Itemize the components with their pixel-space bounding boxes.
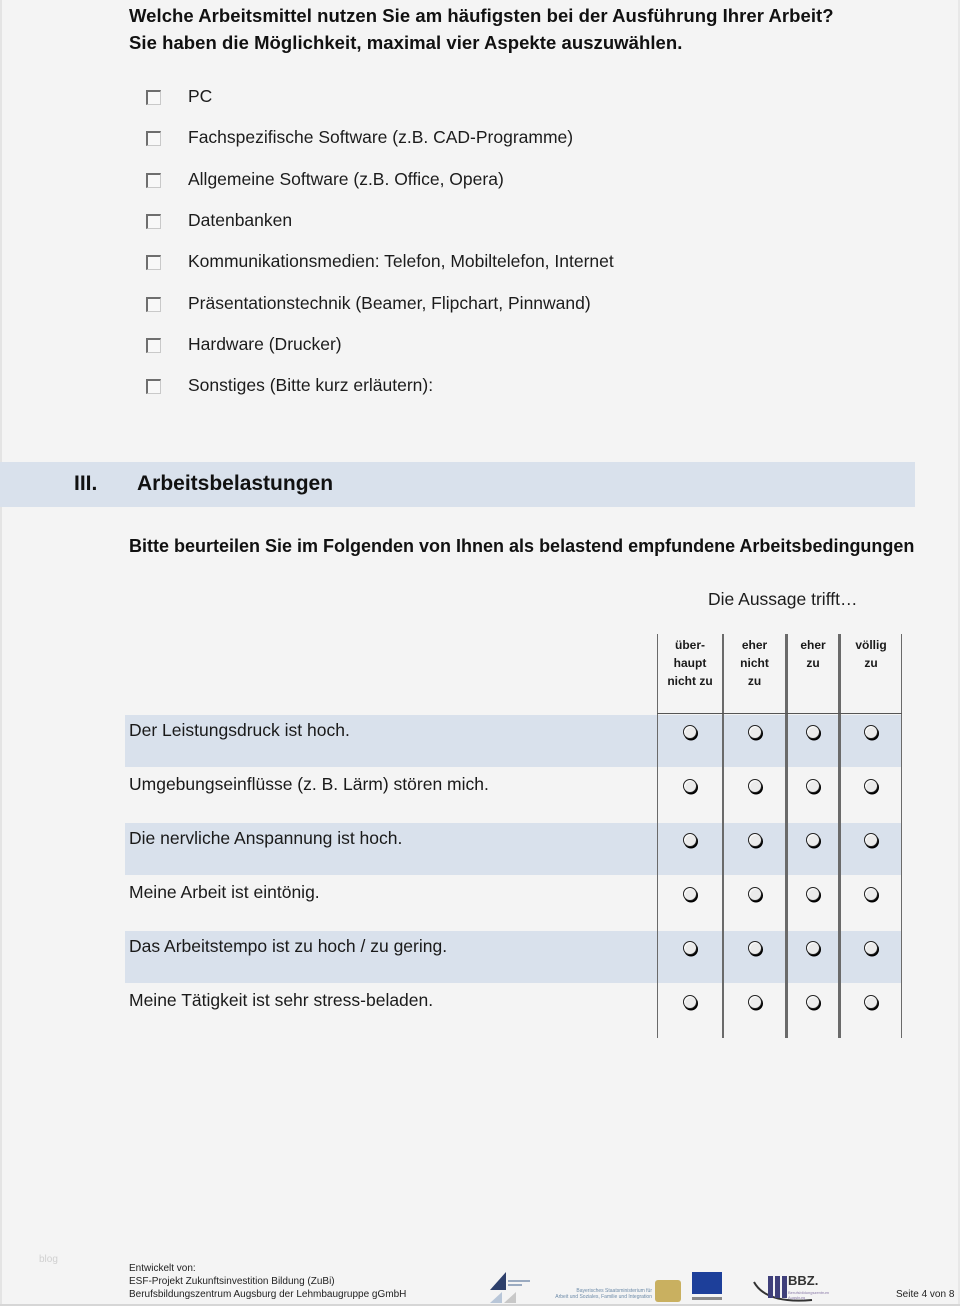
checklist-item-label: Fachspezifische Software (z.B. CAD-Programme) bbox=[188, 127, 574, 148]
eu-flag-icon bbox=[692, 1272, 722, 1294]
checkbox[interactable] bbox=[146, 131, 161, 146]
radio-not-at-all[interactable] bbox=[683, 995, 697, 1009]
checklist-item-label: Allgemeine Software (z.B. Office, Opera) bbox=[188, 168, 504, 189]
watermark: blog bbox=[39, 1254, 58, 1265]
ministry-line-1: Bayerisches Staatsministerium für bbox=[576, 1288, 652, 1294]
radio-not-at-all[interactable] bbox=[683, 941, 697, 955]
header-line: zu bbox=[747, 674, 762, 688]
tools-checklist bbox=[146, 76, 614, 406]
scale-header-fully bbox=[841, 636, 901, 672]
bavaria-crest-icon bbox=[655, 1280, 681, 1302]
statement-label: Der Leistungsdruck ist hoch. bbox=[129, 720, 350, 740]
radio-rather-not[interactable] bbox=[748, 725, 762, 739]
bbz-logo-subtitle: Berufsbildungszentrum Augsburg bbox=[788, 1290, 829, 1300]
statement-label: Die nervliche Anspannung ist hoch. bbox=[129, 828, 403, 848]
scale-header-rather bbox=[788, 636, 838, 672]
checkbox[interactable] bbox=[146, 297, 161, 312]
radio-fully[interactable] bbox=[864, 779, 878, 793]
ministry-logo-text bbox=[540, 1288, 652, 1300]
checklist-item-label: Sonstiges (Bitte kurz erläutern): bbox=[188, 375, 434, 396]
scale-header-rather-not bbox=[724, 636, 785, 690]
zubi-logo-icon bbox=[488, 1270, 533, 1304]
header-line: nicht bbox=[740, 656, 769, 670]
column-divider bbox=[901, 634, 902, 1038]
checkbox[interactable] bbox=[146, 255, 161, 270]
question-heading bbox=[129, 2, 834, 56]
radio-rather[interactable] bbox=[806, 941, 820, 955]
radio-rather-not[interactable] bbox=[748, 887, 762, 901]
instruction-text: Bitte beurteilen Sie im Folgenden von Ihnen als belastend empfundene Arbeitsbedingungen bbox=[129, 536, 915, 556]
checklist-item-hardware[interactable] bbox=[146, 324, 614, 365]
radio-not-at-all[interactable] bbox=[683, 725, 697, 739]
radio-rather[interactable] bbox=[806, 833, 820, 847]
header-line: zu bbox=[806, 656, 820, 670]
header-line: zu bbox=[864, 656, 878, 670]
checklist-item-databases[interactable] bbox=[146, 200, 614, 241]
column-divider bbox=[785, 634, 788, 1038]
checklist-item-general-software[interactable] bbox=[146, 159, 614, 200]
statement-label: Meine Tätigkeit ist sehr stress-beladen. bbox=[129, 990, 434, 1010]
statement-label: Umgebungseinflüsse (z. B. Lärm) stören mich. bbox=[129, 774, 489, 794]
footer-credits bbox=[129, 1262, 406, 1301]
checkbox[interactable] bbox=[146, 90, 161, 105]
section-number: III. bbox=[74, 472, 98, 495]
section-title: Arbeitsbelastungen bbox=[137, 472, 334, 495]
checklist-item-special-software[interactable] bbox=[146, 117, 614, 158]
header-line: nicht zu bbox=[667, 674, 713, 688]
radio-not-at-all[interactable] bbox=[683, 887, 697, 901]
checklist-item-label: Kommunikationsmedien: Telefon, Mobiltelefon, Internet bbox=[188, 251, 614, 272]
checklist-item-label: PC bbox=[188, 86, 213, 107]
radio-fully[interactable] bbox=[864, 887, 878, 901]
checkbox[interactable] bbox=[146, 379, 161, 394]
bbz-logo-bars-icon bbox=[768, 1276, 787, 1298]
header-rule bbox=[657, 713, 902, 714]
checklist-item-pc[interactable] bbox=[146, 76, 614, 117]
radio-fully[interactable] bbox=[864, 995, 878, 1009]
statement-label: Meine Arbeit ist eintönig. bbox=[129, 882, 320, 902]
checklist-item-label: Datenbanken bbox=[188, 210, 293, 231]
footer-line-1: Entwickelt von: bbox=[129, 1263, 196, 1274]
radio-rather-not[interactable] bbox=[748, 941, 762, 955]
radio-fully[interactable] bbox=[864, 725, 878, 739]
question-line-1: Welche Arbeitsmittel nutzen Sie am häufigsten bei der Ausführung Ihrer Arbeit? bbox=[129, 5, 834, 26]
checklist-item-label: Hardware (Drucker) bbox=[188, 333, 342, 354]
checkbox[interactable] bbox=[146, 214, 161, 229]
radio-fully[interactable] bbox=[864, 941, 878, 955]
checklist-item-label: Präsentationstechnik (Beamer, Flipchart, Pinnwand) bbox=[188, 292, 591, 313]
column-divider bbox=[657, 634, 658, 1038]
column-divider bbox=[838, 634, 841, 1038]
question-line-2: Sie haben die Möglichkeit, maximal vier Aspekte auszuwählen. bbox=[129, 32, 683, 53]
footer-line-3: Berufsbildungszentrum Augsburg der Lehmbaugruppe gGmbH bbox=[129, 1289, 407, 1300]
radio-rather[interactable] bbox=[806, 887, 820, 901]
radio-rather-not[interactable] bbox=[748, 779, 762, 793]
radio-rather[interactable] bbox=[806, 995, 820, 1009]
bbz-logo-name: BBZ. bbox=[788, 1273, 819, 1288]
header-line: eher bbox=[741, 638, 768, 652]
ministry-line-2: Arbeit und Soziales, Familie und Integration bbox=[555, 1294, 652, 1300]
radio-not-at-all[interactable] bbox=[683, 833, 697, 847]
radio-rather[interactable] bbox=[806, 725, 820, 739]
radio-rather-not[interactable] bbox=[748, 995, 762, 1009]
column-divider bbox=[722, 634, 724, 1038]
scale-caption: Die Aussage trifft… bbox=[708, 589, 858, 609]
checklist-item-presentation[interactable] bbox=[146, 282, 614, 323]
scale-header-not-at-all bbox=[658, 636, 722, 690]
eu-flag-caption bbox=[692, 1297, 722, 1300]
radio-fully[interactable] bbox=[864, 833, 878, 847]
footer-line-2: ESF-Projekt Zukunftsinvestition Bildung (ZuBi) bbox=[129, 1276, 335, 1287]
checkbox[interactable] bbox=[146, 338, 161, 353]
page-edge-left bbox=[0, 0, 2, 1306]
checklist-item-other[interactable] bbox=[146, 365, 614, 406]
header-line: eher bbox=[800, 638, 826, 652]
page-number: Seite 4 von 8 bbox=[896, 1289, 955, 1300]
header-line: völlig bbox=[855, 638, 887, 652]
radio-rather-not[interactable] bbox=[748, 833, 762, 847]
radio-not-at-all[interactable] bbox=[683, 779, 697, 793]
header-line: über- bbox=[675, 638, 705, 652]
checklist-item-communication[interactable] bbox=[146, 241, 614, 282]
header-line: haupt bbox=[673, 656, 707, 670]
radio-rather[interactable] bbox=[806, 779, 820, 793]
statement-label: Das Arbeitstempo ist zu hoch / zu gering. bbox=[129, 936, 448, 956]
checkbox[interactable] bbox=[146, 173, 161, 188]
